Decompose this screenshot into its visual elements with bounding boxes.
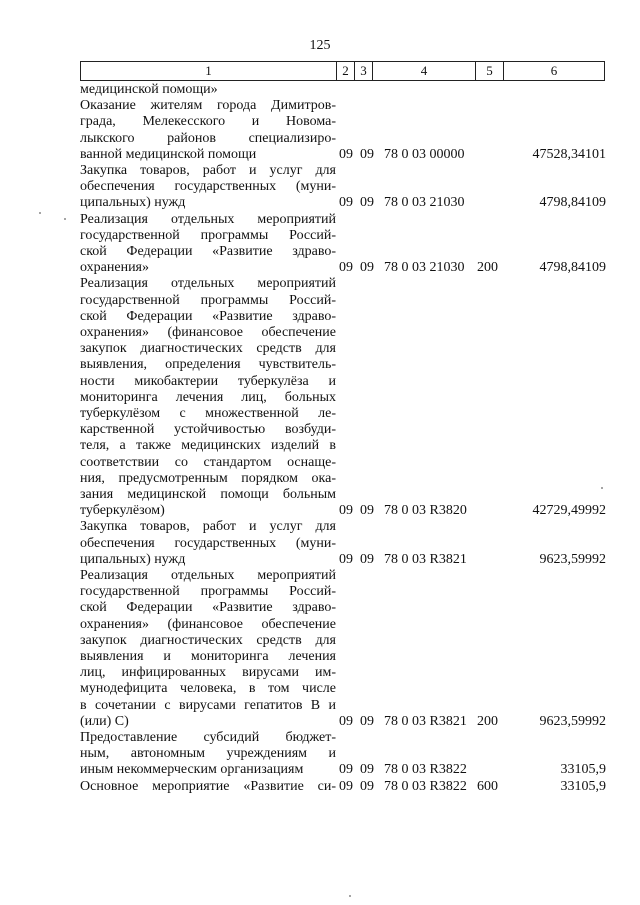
row-text-line: ванной медицинской помощи	[80, 146, 257, 162]
row-text-line: соответствии со стандартом оснаще-	[80, 454, 336, 470]
row-text-line: иным некоммерческим организациям	[80, 762, 304, 778]
row-text-line: лиц, инфицированных вирусами им-	[80, 665, 336, 681]
row-target-code: 78 0 03 21030	[384, 195, 465, 211]
row-text-line: выявления, определения чувствитель-	[80, 357, 336, 373]
scan-speck	[64, 218, 66, 220]
row-text-line: государственной программы Россий-	[80, 584, 336, 600]
row-section: 09	[339, 778, 353, 794]
row-text-line: ской Федерации «Развитие здраво-	[80, 308, 336, 324]
row-text-line: туберкулёзом)	[80, 503, 165, 519]
row-section: 09	[339, 146, 353, 162]
row-expense-type: 600	[477, 778, 498, 794]
row-section: 09	[339, 762, 353, 778]
header-col-5: 5	[476, 62, 504, 80]
row-text-line: лыкского районов специализиро-	[80, 130, 336, 146]
row-section: 09	[339, 195, 353, 211]
row-text-line: закупок диагностических средств для	[80, 341, 336, 357]
row-text-line: ципальных) нужд	[80, 551, 186, 567]
row-expense-type: 200	[477, 713, 498, 729]
row-text-line: Основное мероприятие «Развитие си-	[80, 778, 336, 794]
scan-speck	[601, 487, 603, 489]
row-text-line: закупок диагностических средств для	[80, 632, 336, 648]
header-col-1: 1	[81, 62, 337, 80]
row-text-line: туберкулёзом с множественной ле-	[80, 406, 336, 421]
row-text-line: зания медицинской помощи больным	[80, 487, 336, 502]
row-text-line: ципальных) нужд	[80, 195, 186, 211]
row-target-code: 78 0 03 R3821	[384, 551, 467, 567]
row-target-code: 78 0 03 R3821	[384, 713, 467, 729]
row-text-line: обеспечения государственных (муни-	[80, 535, 336, 551]
row-amount: 9623,59992	[539, 713, 606, 729]
row-text-line: в сочетании с вирусами гепатитов B и	[80, 697, 336, 713]
header-col-4: 4	[373, 62, 476, 80]
row-text-line: Реализация отдельных мероприятий	[80, 568, 336, 583]
row-text-line: мониторинга лечения лиц, больных	[80, 389, 336, 405]
row-text-line: теля, а также медицинских изделий в	[80, 438, 336, 454]
row-target-code: 78 0 03 21030	[384, 260, 465, 276]
row-subsection: 09	[360, 762, 374, 778]
row-amount: 9623,59992	[539, 551, 606, 567]
row-text-line: ния, предусмотренным порядком ока-	[80, 470, 336, 486]
page-number: 125	[309, 38, 331, 53]
row-section: 09	[339, 503, 353, 519]
row-text-line: Оказание жителям города Димитров-	[80, 98, 336, 114]
row-target-code: 78 0 03 R3820	[384, 503, 467, 519]
row-text-line: мунодефицита человека, в том числе	[80, 681, 336, 697]
scan-speck	[349, 895, 351, 897]
row-text-line: охранения» (финансовое обеспечение	[80, 325, 336, 340]
row-section: 09	[339, 260, 353, 276]
row-text-line: ным, автономным учреждениям и	[80, 746, 336, 762]
row-text-line: государственной программы Россий-	[80, 292, 336, 308]
row-amount: 4798,84109	[539, 260, 606, 276]
header-col-6: 6	[550, 63, 558, 78]
header-col-3: 3	[355, 62, 373, 80]
header-col-2: 2	[337, 62, 355, 80]
row-target-code: 78 0 03 R3822	[384, 762, 467, 778]
row-text-line: ской Федерации «Развитие здраво-	[80, 600, 336, 616]
row-text-line: (или) C)	[80, 713, 129, 729]
row-text-line: ской Федерации «Развитие здраво-	[80, 244, 336, 259]
row-section: 09	[339, 713, 353, 729]
row-subsection: 09	[360, 260, 374, 276]
row-amount: 33105,9	[560, 778, 606, 794]
row-subsection: 09	[360, 503, 374, 519]
row-subsection: 09	[360, 195, 374, 211]
row-text-line: Предоставление субсидий бюджет-	[80, 730, 336, 745]
row-text-line: ности микобактерии туберкулёза и	[80, 373, 336, 389]
table-header	[80, 61, 605, 81]
row-text-line: града, Мелекесского и Новома-	[80, 114, 336, 130]
row-expense-type: 200	[477, 260, 498, 276]
row-text-line: медицинской помощи»	[80, 82, 218, 97]
row-text-line: карственной устойчивостью возбуди-	[80, 422, 336, 438]
row-text-line: государственной программы Россий-	[80, 227, 336, 243]
row-text-line: охранения»	[80, 260, 149, 276]
row-text-line: Закупка товаров, работ и услуг для	[80, 163, 336, 178]
row-subsection: 09	[360, 778, 374, 794]
row-amount: 33105,9	[560, 762, 606, 778]
row-subsection: 09	[360, 146, 374, 162]
row-subsection: 09	[360, 713, 374, 729]
row-text-line: Закупка товаров, работ и услуг для	[80, 519, 336, 535]
row-text-line: охранения» (финансовое обеспечение	[80, 616, 336, 632]
row-text-line: выявления и мониторинга лечения	[80, 649, 336, 664]
row-target-code: 78 0 03 00000	[384, 146, 465, 162]
row-text-line: Реализация отдельных мероприятий	[80, 211, 336, 227]
row-amount: 4798,84109	[539, 195, 606, 211]
row-amount: 47528,34101	[532, 146, 606, 162]
row-amount: 42729,49992	[532, 503, 606, 519]
row-text-line: обеспечения государственных (муни-	[80, 179, 336, 195]
row-subsection: 09	[360, 551, 374, 567]
scan-speck	[39, 212, 41, 214]
row-text-line: Реализация отдельных мероприятий	[80, 276, 336, 292]
row-target-code: 78 0 03 R3822	[384, 778, 467, 794]
row-section: 09	[339, 551, 353, 567]
